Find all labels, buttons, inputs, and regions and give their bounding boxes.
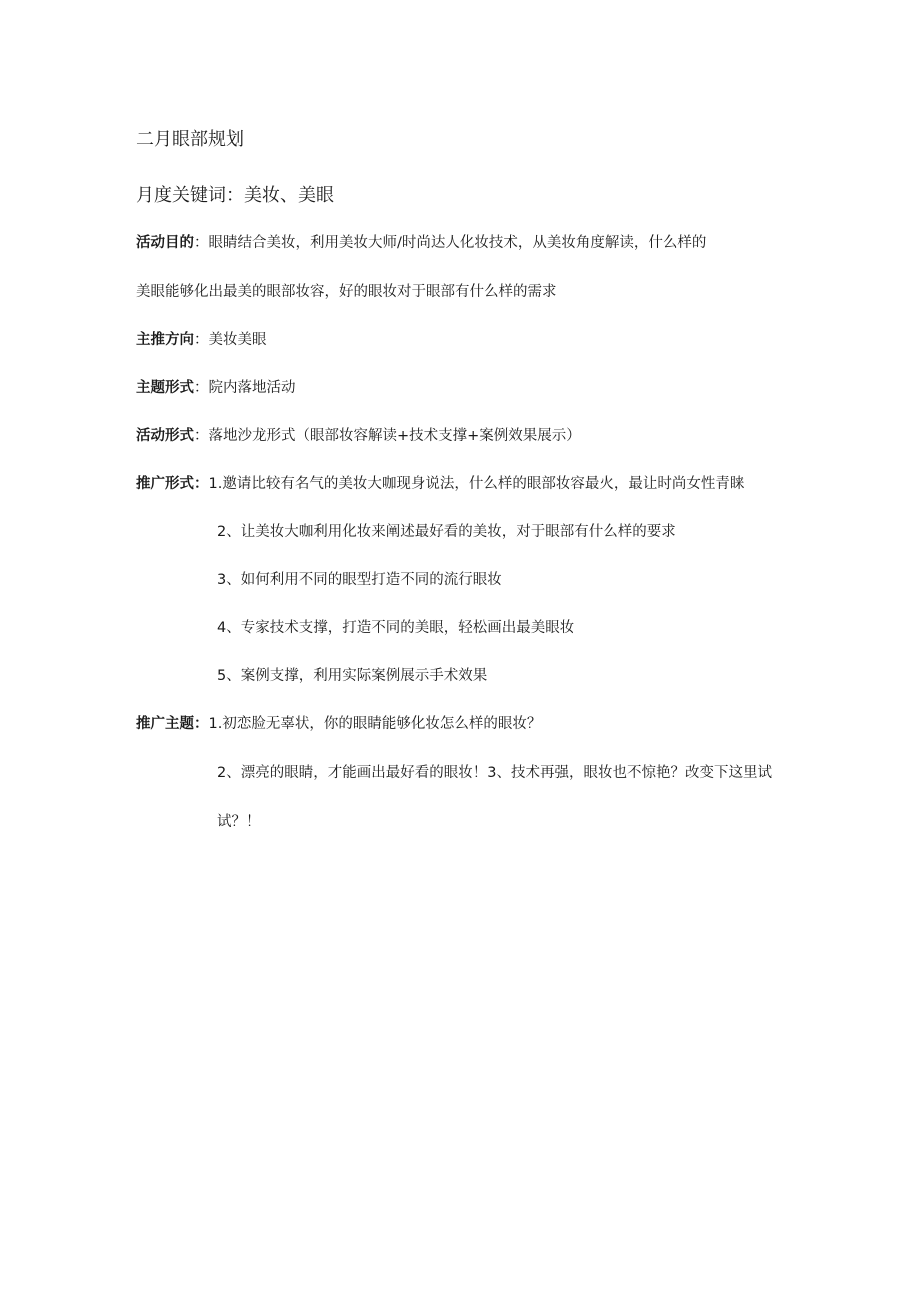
direction-line: [136, 333, 267, 348]
promotion-form-item-2: 2、让美妆大咖利用化妆来阐述最好看的美妆，对于眼部有什么样的要求: [217, 524, 676, 540]
direction-label: 主推方向: [136, 332, 194, 348]
purpose-label: 活动目的: [136, 235, 194, 251]
purpose-line-2: 美眼能够化出最美的眼部妆容，好的眼妆对于眼部有什么样的需求: [136, 284, 557, 300]
activity-form-text: ：落地沙龙形式（眼部妆容解读+技术支撑+案例效果展示）: [194, 428, 581, 444]
promotion-form-item-3: 3、如何利用不同的眼型打造不同的流行眼妆: [217, 572, 502, 588]
theme-form-label: 主题形式: [136, 380, 194, 396]
activity-form-line: [136, 429, 581, 444]
purpose-line-1: [136, 236, 706, 251]
promotion-form-line: [136, 477, 744, 492]
theme-form-text: ：院内落地活动: [194, 380, 296, 396]
promotion-form-item-5: 5、案例支撑，利用实际案例展示手术效果: [217, 668, 488, 684]
promotion-theme-item-2-continued: 试？！: [217, 814, 261, 830]
promotion-form-label: 推广形式：: [136, 476, 209, 492]
activity-form-label: 活动形式: [136, 428, 194, 444]
promotion-form-item-4: 4、专家技术支撑，打造不同的美眼，轻松画出最美眼妆: [217, 620, 575, 636]
monthly-keywords: 月度关键词：美妆、美眼: [136, 185, 334, 206]
purpose-text: ：眼睛结合美妆，利用美妆大师/时尚达人化妆技术，从美妆角度解读，什么样的: [194, 235, 707, 251]
promotion-theme-line: [136, 717, 541, 732]
promotion-theme-label: 推广主题：: [136, 716, 209, 732]
document-title: 二月眼部规划: [136, 129, 244, 150]
promotion-theme-item-1: 1.初恋脸无辜状，你的眼睛能够化妆怎么样的眼妆？: [208, 716, 542, 732]
promotion-form-item-1: 1.邀请比较有名气的美妆大咖现身说法，什么样的眼部妆容最火，最让时尚女性青睐: [208, 476, 745, 492]
theme-form-line: [136, 381, 296, 396]
direction-text: ：美妆美眼: [194, 332, 267, 348]
promotion-theme-item-2: 2、漂亮的眼睛，才能画出最好看的眼妆！3、技术再强，眼妆也不惊艳？改变下这里试: [217, 765, 772, 781]
